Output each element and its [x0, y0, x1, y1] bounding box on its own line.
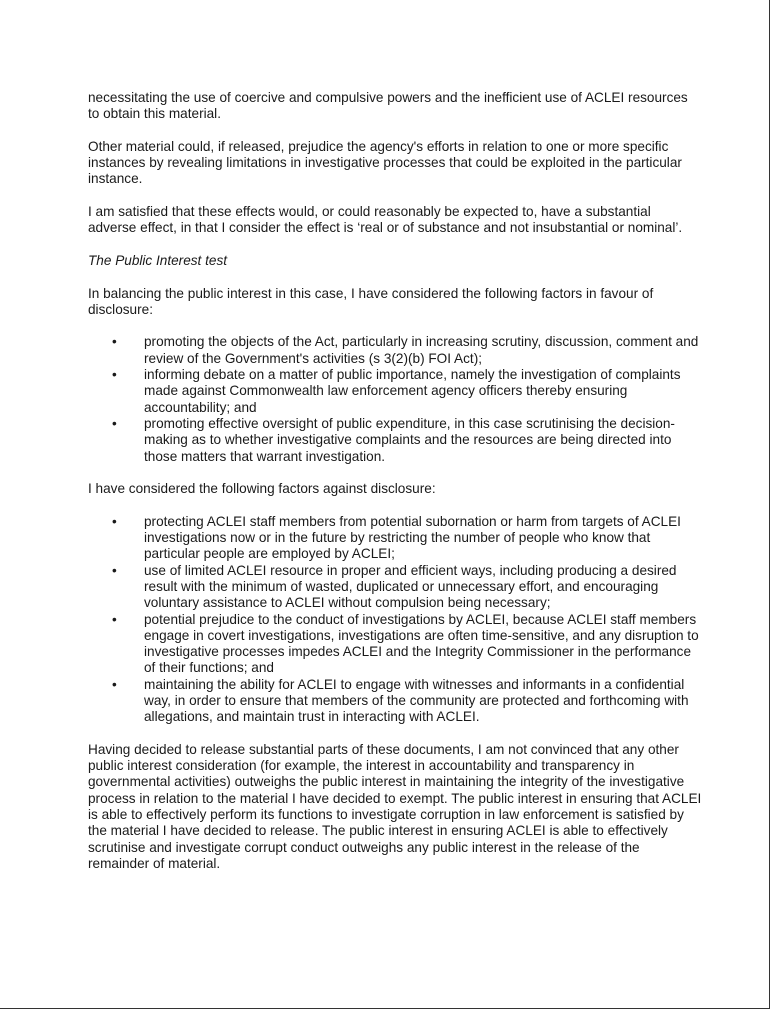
- list-item: [88, 367, 702, 416]
- bullet-icon: •: [112, 415, 117, 431]
- list-item-text: informing debate on a matter of public importance, namely the investigation of complaints made against Commonwealth law enforcement agency officers thereby ensuring accountability; and: [144, 367, 681, 415]
- conclusion-paragraph: Having decided to release substantial parts of these documents, I am not convinced that any other public interest consideration (for example, the interest in accountability and transparency in governmental activities) outweighs the public interest in maintaining the integrity of the investigative process in relation to the material I have decided to exempt. The public interest in ensuring that ACLEI is able to effectively perform its functions to investigate corruption in law enforcement is satisfied by the material I have decided to release. The public interest in ensuring ACLEI is able to effectively scrutinise and investigate corrupt conduct outweighs any public interest in the release of the remainder of material.: [88, 741, 702, 871]
- against-intro: I have considered the following factors against disclosure:: [88, 481, 436, 497]
- list-item-text: promoting the objects of the Act, particularly in increasing scrutiny, discussion, comment and review of the Government's activities (s 3(2)(b) FOI Act);: [144, 334, 699, 366]
- list-item: [88, 334, 702, 367]
- bullet-icon: •: [112, 367, 117, 383]
- bullet-icon: •: [112, 334, 117, 350]
- paragraph: I am satisfied that these effects would, or could reasonably be expected to, have a substantial adverse effect, in that I consider the effect is ‘real or of substance and not insubstantial or nominal’.: [88, 204, 683, 236]
- list-item-text: maintaining the ability for ACLEI to engage with witnesses and informants in a confidential way, in order to ensure that members of the community are protected and forthcoming with allegations, and maintain trust in interacting with ACLEI.: [144, 676, 689, 725]
- list-item: [88, 677, 702, 726]
- list-item-text: use of limited ACLEI resource in proper and efficient ways, including producing a desired result with the minimum of wasted, duplicated or unnecessary effort, and encouraging voluntary assistance to ACLEI without compulsion being necessary;: [144, 562, 677, 611]
- list-item: [88, 612, 702, 677]
- list-item-text: promoting effective oversight of public expenditure, in this case scrutinising the decision-making as to whether investigative complaints and the resources are being directed into those matters that warrant investigation.: [144, 415, 675, 464]
- list-item: [88, 563, 702, 612]
- favour-list: [88, 334, 702, 464]
- paragraph: necessitating the use of coercive and compulsive powers and the inefficient use of ACLEI resources to obtain this material.: [88, 90, 688, 122]
- against-list: [88, 514, 702, 726]
- list-item-text: potential prejudice to the conduct of investigations by ACLEI, because ACLEI staff members engage in covert investigations, investigations are often time-sensitive, and any disruption to investigative processes impedes ACLEI and the Integrity Commissioner in the performance of their functions; and: [144, 611, 699, 676]
- bullet-icon: •: [112, 562, 117, 578]
- list-item-text: protecting ACLEI staff members from potential subornation or harm from targets of ACLEI investigations now or in the future by restricting the number of people who know that particular people are employed by ACLEI;: [144, 513, 681, 562]
- bullet-icon: •: [112, 676, 117, 692]
- favour-intro: In balancing the public interest in this case, I have considered the following factors in favour of disclosure:: [88, 285, 654, 317]
- document-body: [88, 90, 702, 889]
- bullet-icon: •: [112, 611, 117, 627]
- section-heading: The Public Interest test: [88, 252, 228, 268]
- list-item: [88, 416, 702, 465]
- bullet-icon: •: [112, 513, 117, 529]
- list-item: [88, 514, 702, 563]
- paragraph: Other material could, if released, prejudice the agency's efforts in relation to one or more specific instances by revealing limitations in investigative processes that could be exploited in the particular instance.: [88, 138, 682, 187]
